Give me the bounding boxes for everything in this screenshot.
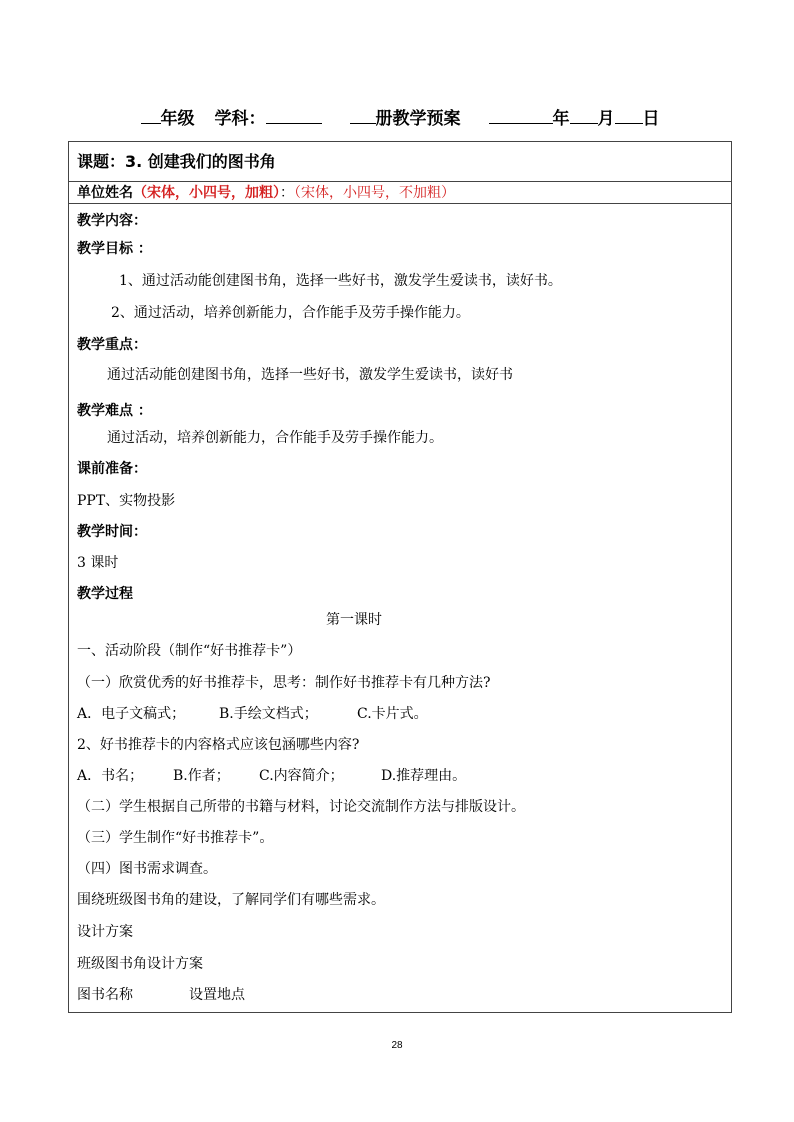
day-blank [615, 105, 643, 124]
difficulties-text: 通过活动，培养创新能力，合作能手及劳手操作能力。 [107, 430, 443, 446]
session-title: 第一课时 [326, 612, 382, 628]
key-points-heading: 教学重点： [77, 337, 147, 353]
content-option-d: D.推荐理由。 [381, 768, 467, 784]
method-option-c: C.卡片式。 [357, 706, 428, 722]
step-3: （三）学生制作“好书推荐卡”。 [77, 830, 274, 846]
class-plan-title: 班级图书角设计方案 [77, 956, 203, 972]
step-1: （一）欣赏优秀的好书推荐卡，思考：制作好书推荐卡有几种方法? [77, 675, 491, 691]
year-label: 年 [552, 109, 570, 129]
content-option-a: A．书名； [77, 768, 144, 784]
process-heading: 教学过程 [77, 586, 133, 602]
content-option-c: C.内容简介； [259, 768, 344, 784]
unit-colon: ： [280, 185, 294, 201]
time-text: 3 课时 [77, 555, 119, 571]
year-blank [489, 105, 553, 124]
grade-blank [141, 105, 161, 124]
page-number: 28 [391, 1040, 403, 1051]
table-col-book-name: 图书名称 [77, 987, 133, 1003]
objective-1: 1、通过活动能创建图书角，选择一些好书，激发学生爱读书，读好书。 [119, 273, 562, 289]
unit-name-row [69, 182, 731, 204]
month-label: 月 [597, 109, 615, 129]
objectives-heading: 教学目标 ： [77, 241, 152, 257]
difficulties-heading: 教学难点 ： [77, 403, 152, 419]
subject-blank [266, 105, 322, 124]
grade-label: 年级 [160, 109, 195, 129]
question-2: 2、好书推荐卡的内容格式应该包涵哪些内容? [77, 737, 360, 753]
day-label: 日 [642, 109, 660, 129]
method-option-a: A．电子文稿式； [77, 706, 186, 722]
unit-note-regular: （宋体，小四号，不加粗） [294, 185, 455, 201]
unit-note-bold: （宋体，小四号，加粗） [133, 185, 280, 201]
survey-text: 围绕班级图书角的建设，了解同学们有哪些需求。 [77, 892, 385, 908]
objective-2: 2、通过活动，培养创新能力，合作能手及劳手操作能力。 [111, 305, 470, 321]
lesson-table [68, 141, 732, 1013]
content-option-b: B.作者； [173, 768, 230, 784]
month-blank [570, 105, 598, 124]
preparation-text: PPT、实物投影 [77, 493, 176, 509]
design-plan: 设计方案 [77, 924, 133, 940]
step-4: （四）图书需求调查。 [77, 861, 217, 877]
volume-blank [350, 105, 376, 124]
time-heading: 教学时间： [77, 524, 147, 540]
lesson-title: 课题：3. 创建我们的图书角 [69, 142, 731, 182]
method-option-b: B.手绘文档式； [219, 706, 318, 722]
table-col-location: 设置地点 [189, 987, 245, 1003]
preparation-heading: 课前准备： [77, 461, 147, 477]
stage-1: 一、活动阶段（制作“好书推荐卡”） [77, 643, 302, 659]
key-points-text: 通过活动能创建图书角，选择一些好书，激发学生爱读书，读好书 [107, 367, 513, 383]
unit-name-label: 单位姓名 [77, 185, 133, 201]
step-2: （二）学生根据自己所带的书籍与材料，讨论交流制作方法与排版设计。 [77, 799, 525, 815]
volume-label: 册教学预案 [375, 109, 461, 129]
teaching-content-heading: 教学内容： [77, 213, 147, 229]
subject-label: 学科： [214, 109, 266, 129]
lesson-plan-header [60, 104, 740, 132]
